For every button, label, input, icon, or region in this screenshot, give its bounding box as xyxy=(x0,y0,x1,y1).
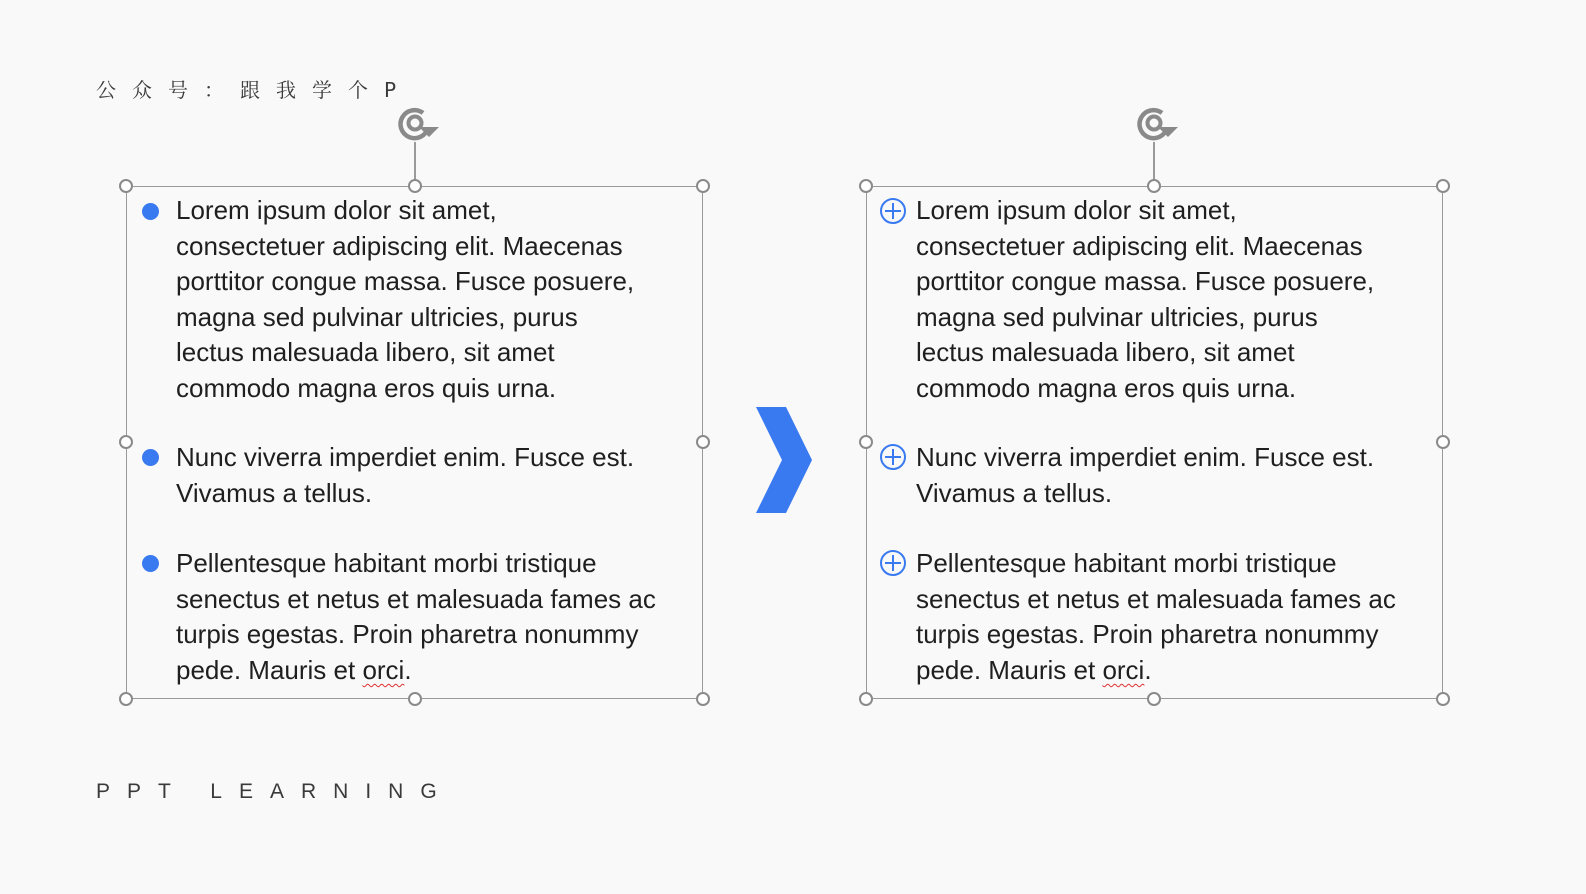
text-fragment: pede. Mauris et xyxy=(916,654,1103,685)
text-line: porttitor congue massa. Fusce posuere, xyxy=(916,266,1375,297)
text-line: commodo magna eros quis urna. xyxy=(176,372,557,403)
rotate-handle-icon[interactable] xyxy=(390,101,442,145)
text-line: consectetuer adipiscing elit. Maecenas xyxy=(916,230,1363,261)
text-fragment: pede. Mauris et xyxy=(176,654,363,685)
resize-handle-top-right[interactable] xyxy=(696,179,710,193)
resize-handle-bottom[interactable] xyxy=(408,692,422,706)
left-paragraph-2[interactable] xyxy=(176,440,701,511)
resize-handle-bottom-right[interactable] xyxy=(1436,692,1450,706)
text-line: turpis egestas. Proin pharetra nonummy xyxy=(176,619,639,650)
circled-plus-bullet-icon xyxy=(879,443,907,471)
right-paragraph-2[interactable] xyxy=(916,440,1441,511)
resize-handle-top-right[interactable] xyxy=(1436,179,1450,193)
circled-plus-bullet-icon xyxy=(879,549,907,577)
resize-handle-bottom-left[interactable] xyxy=(859,692,873,706)
right-paragraph-3[interactable] xyxy=(916,546,1441,688)
resize-handle-right[interactable] xyxy=(1436,435,1450,449)
text-line: Pellentesque habitant morbi tristique xyxy=(176,548,597,578)
left-text-content[interactable] xyxy=(127,187,702,698)
left-paragraph-1[interactable] xyxy=(176,193,701,407)
text-line: consectetuer adipiscing elit. Maecenas xyxy=(176,230,623,261)
text-line: lectus malesuada libero, sit amet xyxy=(176,337,555,368)
text-line: Lorem ipsum dolor sit amet, xyxy=(916,195,1237,225)
chevron-right-icon xyxy=(752,405,816,515)
right-text-content[interactable] xyxy=(867,187,1442,698)
text-line: Pellentesque habitant morbi tristique xyxy=(916,548,1337,578)
bullet-dot-icon xyxy=(142,203,159,220)
resize-handle-top[interactable] xyxy=(1147,179,1161,193)
text-line: magna sed pulvinar ultricies, purus xyxy=(916,301,1318,332)
bullet-dot-icon xyxy=(142,555,159,572)
left-paragraph-3[interactable] xyxy=(176,546,701,688)
right-paragraph-1[interactable] xyxy=(916,193,1441,407)
text-line: lectus malesuada libero, sit amet xyxy=(916,337,1295,368)
resize-handle-top-left[interactable] xyxy=(859,179,873,193)
text-fragment: . xyxy=(1144,654,1152,685)
resize-handle-bottom-left[interactable] xyxy=(119,692,133,706)
rotate-handle-icon[interactable] xyxy=(1129,101,1181,145)
text-line: commodo magna eros quis urna. xyxy=(916,372,1297,403)
resize-handle-bottom[interactable] xyxy=(1147,692,1161,706)
text-line: magna sed pulvinar ultricies, purus xyxy=(176,301,578,332)
circled-plus-bullet-icon xyxy=(879,197,907,225)
text-line: turpis egestas. Proin pharetra nonummy xyxy=(916,619,1379,650)
text-line: Nunc viverra imperdiet enim. Fusce est. xyxy=(916,442,1375,472)
text-line: Vivamus a tellus. xyxy=(916,477,1113,508)
resize-handle-left[interactable] xyxy=(859,435,873,449)
text-line: Vivamus a tellus. xyxy=(176,477,373,508)
header-account-text: 公众号：跟我学个P xyxy=(96,78,413,102)
resize-handle-bottom-right[interactable] xyxy=(696,692,710,706)
spellcheck-word: orci xyxy=(1102,654,1145,685)
right-text-box[interactable] xyxy=(866,186,1443,699)
text-line xyxy=(176,653,701,689)
bullet-dot-icon xyxy=(142,449,159,466)
text-line: senectus et netus et malesuada fames ac xyxy=(176,583,656,614)
resize-handle-top[interactable] xyxy=(408,179,422,193)
left-text-box[interactable] xyxy=(126,186,703,699)
text-line xyxy=(916,653,1441,689)
resize-handle-left[interactable] xyxy=(119,435,133,449)
text-fragment: . xyxy=(404,654,412,685)
text-line: senectus et netus et malesuada fames ac xyxy=(916,583,1396,614)
text-line: Nunc viverra imperdiet enim. Fusce est. xyxy=(176,442,635,472)
resize-handle-right[interactable] xyxy=(696,435,710,449)
footer-brand-text: PPT LEARNING xyxy=(96,780,454,803)
text-line: porttitor congue massa. Fusce posuere, xyxy=(176,266,635,297)
text-line: Lorem ipsum dolor sit amet, xyxy=(176,195,497,225)
spellcheck-word: orci xyxy=(362,654,405,685)
resize-handle-top-left[interactable] xyxy=(119,179,133,193)
